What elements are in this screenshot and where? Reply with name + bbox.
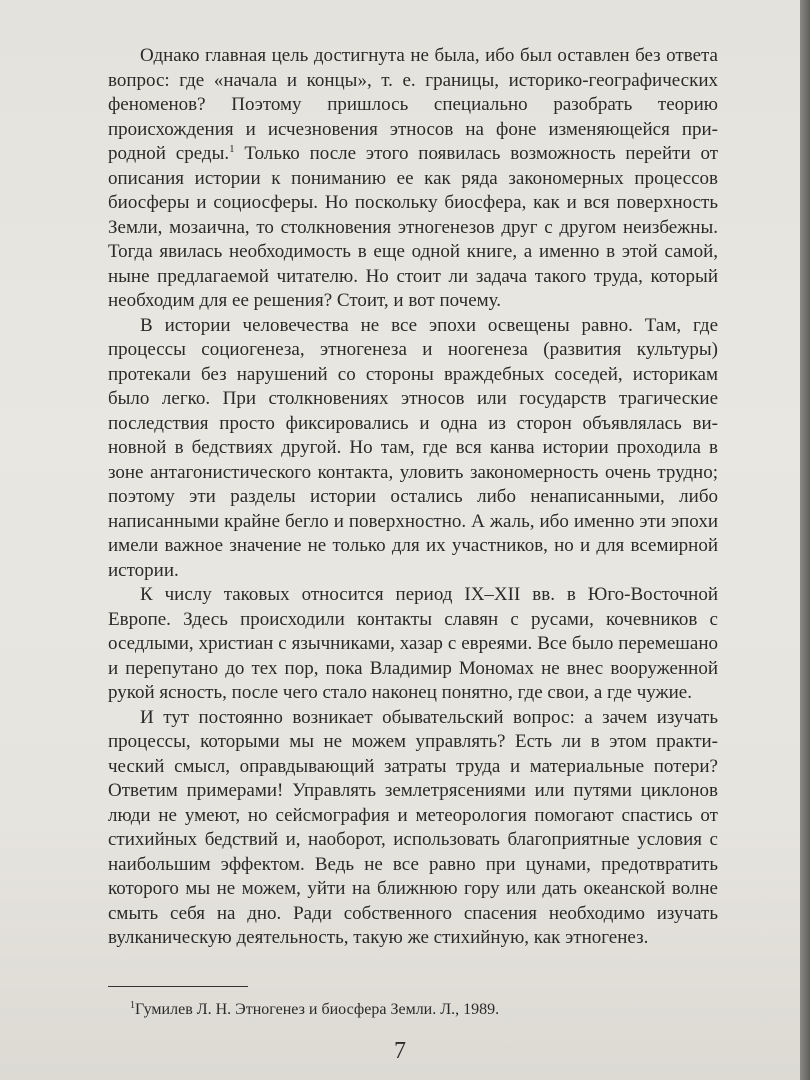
page-edge [800, 0, 810, 1080]
page-number: 7 [394, 1038, 406, 1064]
footnote [130, 1000, 730, 1020]
body-text [108, 44, 718, 951]
footnote-text: Гумилев Л. Н. Этногенез и биосфера Земли. Л., 1989. [135, 1001, 500, 1018]
paragraph-1-text-continued: Только после этого появилась возможность перейти от описания истории к пониманию ее как ряда закономерных процессов биосферы и социосферы. Но поскольку биосфера, как и вся поверхность Земли, мозаична, то столкновения этногенезов друг с другом неизбежны. Тогда явилась необходимость в еще одной книге, а именно в этой самой, ныне предлагаемой читателю. Но стоит ли задача такого труда, который необходим для ее решения? Стоит, и вот почему. [108, 143, 718, 311]
footnote-number: 1 [130, 1000, 135, 1011]
paragraph-1-text: Однако главная цель достигнута не была, ибо был оставлен без ответа вопрос: где «начала и концы», т. е. границы, историко-географических феноменов? Поэтому пришлось специально разобрать теорию происхождения и исчезновения этносов на фоне изменяющейся природной среды. [108, 45, 718, 164]
paragraph-2: В истории человечества не все эпохи освещены равно. Там, где процессы социогенеза, этногенеза и ноогенеза (развития культуры) протекали без нарушений со стороны враждебных соседей, историкам было легко. При столкновениях этносов или государств трагические последствия просто фиксировались и одна из сторон объявлялась виновной в бедствиях другой. Но там, где вся канва истории проходила в зоне антагонистического контакта, уловить закономерность очень трудно; поэтому эти разделы истории остались либо ненаписанными, либо написанными крайне бегло и поверхностно. А жаль, ибо именно эти эпохи имели важное значение не только для их участников, но и для всемирной истории. [108, 314, 718, 581]
paragraph-1 [108, 44, 718, 314]
paragraph-3: К числу таковых относится период IX–XII вв. в Юго-Восточной Европе. Здесь происходили контакты славян с русами, кочевников с оседлыми, христиан с язычниками, хазар с евреями. Все было перемешано и перепутано до тех пор, пока Владимир Мономах не внес вооруженной рукой ясность, после чего стало наконец понятно, где свои, а где чужие. [108, 584, 718, 703]
footnote-reference: 1 [229, 143, 235, 155]
paragraph-4: И тут постоянно возникает обывательский вопрос: а зачем изучать процессы, которыми мы не можем управлять? Есть ли в этом практический смысл, оправдывающий затраты труда и материальные потери? Ответим примерами! Управлять землетрясениями или путями циклонов люди не умеют, но сейсмография и метеорология помогают спастись от стихийных бедствий и, наоборот, использовать благоприятные условия с наибольшим эффектом. Ведь не все равно при цунами, предотвратить которого мы не можем, уйти на ближнюю гору или дать океанской волне смыть себя на дно. Ради собственного спасения необходимо изучать вулканическую деятельность, такую же стихийную, как этногенез. [108, 706, 718, 948]
footnote-divider [108, 986, 248, 987]
